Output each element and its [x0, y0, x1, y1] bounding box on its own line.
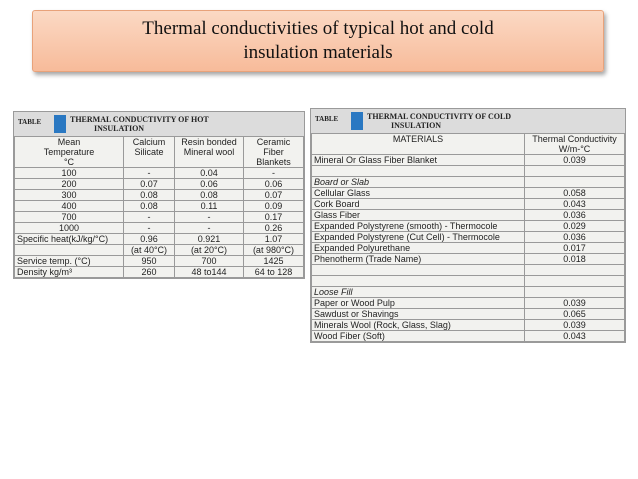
cell: 0.039	[525, 298, 625, 309]
cell: Cork Board	[312, 199, 525, 210]
cell: Expanded Polystyrene (Cut Cell) - Thermocole	[312, 232, 525, 243]
table-row	[312, 309, 625, 320]
table-row	[312, 221, 625, 232]
table-row	[15, 201, 304, 212]
cell	[312, 276, 525, 287]
cell: -	[124, 212, 175, 223]
header-text: °C	[63, 157, 75, 167]
header-text: Blankets	[256, 157, 291, 167]
table-number-box	[54, 115, 66, 133]
cell	[525, 276, 625, 287]
cell: 300	[15, 190, 124, 201]
cell: Paper or Wood Pulp	[312, 298, 525, 309]
cell: Service temp. (°C)	[15, 256, 124, 267]
cell: 0.08	[124, 190, 175, 201]
table-row	[312, 265, 625, 276]
header-text: W/m-°C	[558, 144, 591, 154]
cell: 0.06	[175, 179, 244, 190]
cell: 1425	[244, 256, 304, 267]
title-line-1: Thermal conductivities of typical hot and cold	[142, 18, 494, 39]
header-text: Silicate	[134, 147, 164, 157]
cell: 0.029	[525, 221, 625, 232]
table-row	[15, 168, 304, 179]
cell: Sawdust or Shavings	[312, 309, 525, 320]
cell: 260	[124, 267, 175, 278]
hot-table-grid	[14, 136, 304, 278]
cell: -	[244, 168, 304, 179]
table-row	[15, 179, 304, 190]
header-thermal-conductivity	[525, 134, 625, 155]
table-row	[15, 256, 304, 267]
cell: 1000	[15, 223, 124, 234]
cell: Mineral Or Glass Fiber Blanket	[312, 155, 525, 166]
header-text: MATERIALS	[392, 134, 444, 144]
cell	[312, 265, 525, 276]
header-resin-bonded	[175, 137, 244, 168]
header-text: Ceramic	[256, 137, 291, 147]
table-row	[312, 298, 625, 309]
cell	[525, 287, 625, 298]
table-row	[15, 234, 304, 245]
table-number-box	[351, 112, 363, 130]
table-row	[15, 245, 304, 256]
cell	[15, 245, 124, 256]
cell	[525, 177, 625, 188]
cold-insulation-table	[310, 108, 626, 343]
header-text: Mean	[57, 137, 81, 147]
hot-caption-line1: THERMAL CONDUCTIVITY OF HOT	[70, 115, 209, 124]
title-line-2: insulation materials	[243, 42, 393, 63]
cell: 0.07	[244, 190, 304, 201]
cell: 0.036	[525, 210, 625, 221]
cell: 0.04	[175, 168, 244, 179]
table-row	[312, 320, 625, 331]
cell: 200	[15, 179, 124, 190]
cell: Specific heat(kJ/kg/°C)	[15, 234, 124, 245]
cell: (at 980°C)	[244, 245, 304, 256]
table-row	[312, 287, 625, 298]
cell: 0.17	[244, 212, 304, 223]
cell: 1.07	[244, 234, 304, 245]
cell: 0.921	[175, 234, 244, 245]
cell: -	[124, 223, 175, 234]
cold-caption-label: TABLE	[315, 115, 339, 123]
cell: 0.043	[525, 331, 625, 342]
cell: 0.017	[525, 243, 625, 254]
cell: 0.09	[244, 201, 304, 212]
cell: Cellular Glass	[312, 188, 525, 199]
cell: -	[175, 212, 244, 223]
header-text: Temperature	[43, 147, 95, 157]
cell: 0.07	[124, 179, 175, 190]
cell: 0.06	[244, 179, 304, 190]
header-text: Fiber	[263, 147, 284, 157]
table-row	[312, 254, 625, 265]
cell: 100	[15, 168, 124, 179]
header-mean-temperature	[15, 137, 124, 168]
cell: (at 20°C)	[175, 245, 244, 256]
cell: 48 to144	[175, 267, 244, 278]
cell: Phenotherm (Trade Name)	[312, 254, 525, 265]
cell: Glass Fiber	[312, 210, 525, 221]
cell: 0.039	[525, 155, 625, 166]
table-row	[312, 210, 625, 221]
cold-header-row	[312, 134, 625, 155]
cell	[525, 265, 625, 276]
table-row	[312, 199, 625, 210]
table-row	[312, 276, 625, 287]
cell: (at 40°C)	[124, 245, 175, 256]
cell: Density kg/m³	[15, 267, 124, 278]
hot-header-row	[15, 137, 304, 168]
header-materials	[312, 134, 525, 155]
cell: 0.036	[525, 232, 625, 243]
header-ceramic-fiber	[244, 137, 304, 168]
cold-table-grid	[311, 133, 625, 342]
hot-caption-label: TABLE	[18, 118, 42, 126]
cell: 0.11	[175, 201, 244, 212]
cell: 64 to 128	[244, 267, 304, 278]
cell: Minerals Wool (Rock, Glass, Slag)	[312, 320, 525, 331]
table-row	[15, 190, 304, 201]
cold-table-caption	[311, 109, 625, 133]
cell: 0.043	[525, 199, 625, 210]
cell: Expanded Polyurethane	[312, 243, 525, 254]
header-text: Thermal Conductivity	[532, 134, 617, 144]
cell: Board or Slab	[312, 177, 525, 188]
table-row	[312, 166, 625, 177]
cell: 0.058	[525, 188, 625, 199]
table-row	[312, 188, 625, 199]
cell: Loose Fill	[312, 287, 525, 298]
table-row	[312, 331, 625, 342]
cell: 0.96	[124, 234, 175, 245]
cell: 0.08	[124, 201, 175, 212]
cell: Expanded Polystyrene (smooth) - Thermocole	[312, 221, 525, 232]
table-row	[15, 223, 304, 234]
cell: 0.039	[525, 320, 625, 331]
table-row	[15, 267, 304, 278]
table-row	[312, 243, 625, 254]
hot-table-caption	[14, 112, 304, 136]
hot-caption-line2: INSULATION	[94, 124, 145, 133]
hot-insulation-table	[13, 111, 305, 279]
cold-caption-line2: INSULATION	[391, 121, 442, 130]
cell: 0.08	[175, 190, 244, 201]
cell	[525, 166, 625, 177]
table-row	[312, 155, 625, 166]
cell	[312, 166, 525, 177]
cell: -	[124, 168, 175, 179]
cell: 400	[15, 201, 124, 212]
cell: 0.018	[525, 254, 625, 265]
cell: 700	[15, 212, 124, 223]
cell: 950	[124, 256, 175, 267]
header-text: Mineral wool	[183, 147, 235, 157]
header-calcium-silicate	[124, 137, 175, 168]
cell: 700	[175, 256, 244, 267]
header-text: Calcium	[132, 137, 166, 147]
table-row	[312, 232, 625, 243]
cell: Wood Fiber (Soft)	[312, 331, 525, 342]
cell: 0.26	[244, 223, 304, 234]
cell: 0.065	[525, 309, 625, 320]
slide-title	[32, 10, 604, 72]
table-row	[312, 177, 625, 188]
cell: -	[175, 223, 244, 234]
header-text: Resin bonded	[181, 137, 237, 147]
table-row	[15, 212, 304, 223]
cold-caption-line1: THERMAL CONDUCTIVITY OF COLD	[367, 112, 512, 121]
